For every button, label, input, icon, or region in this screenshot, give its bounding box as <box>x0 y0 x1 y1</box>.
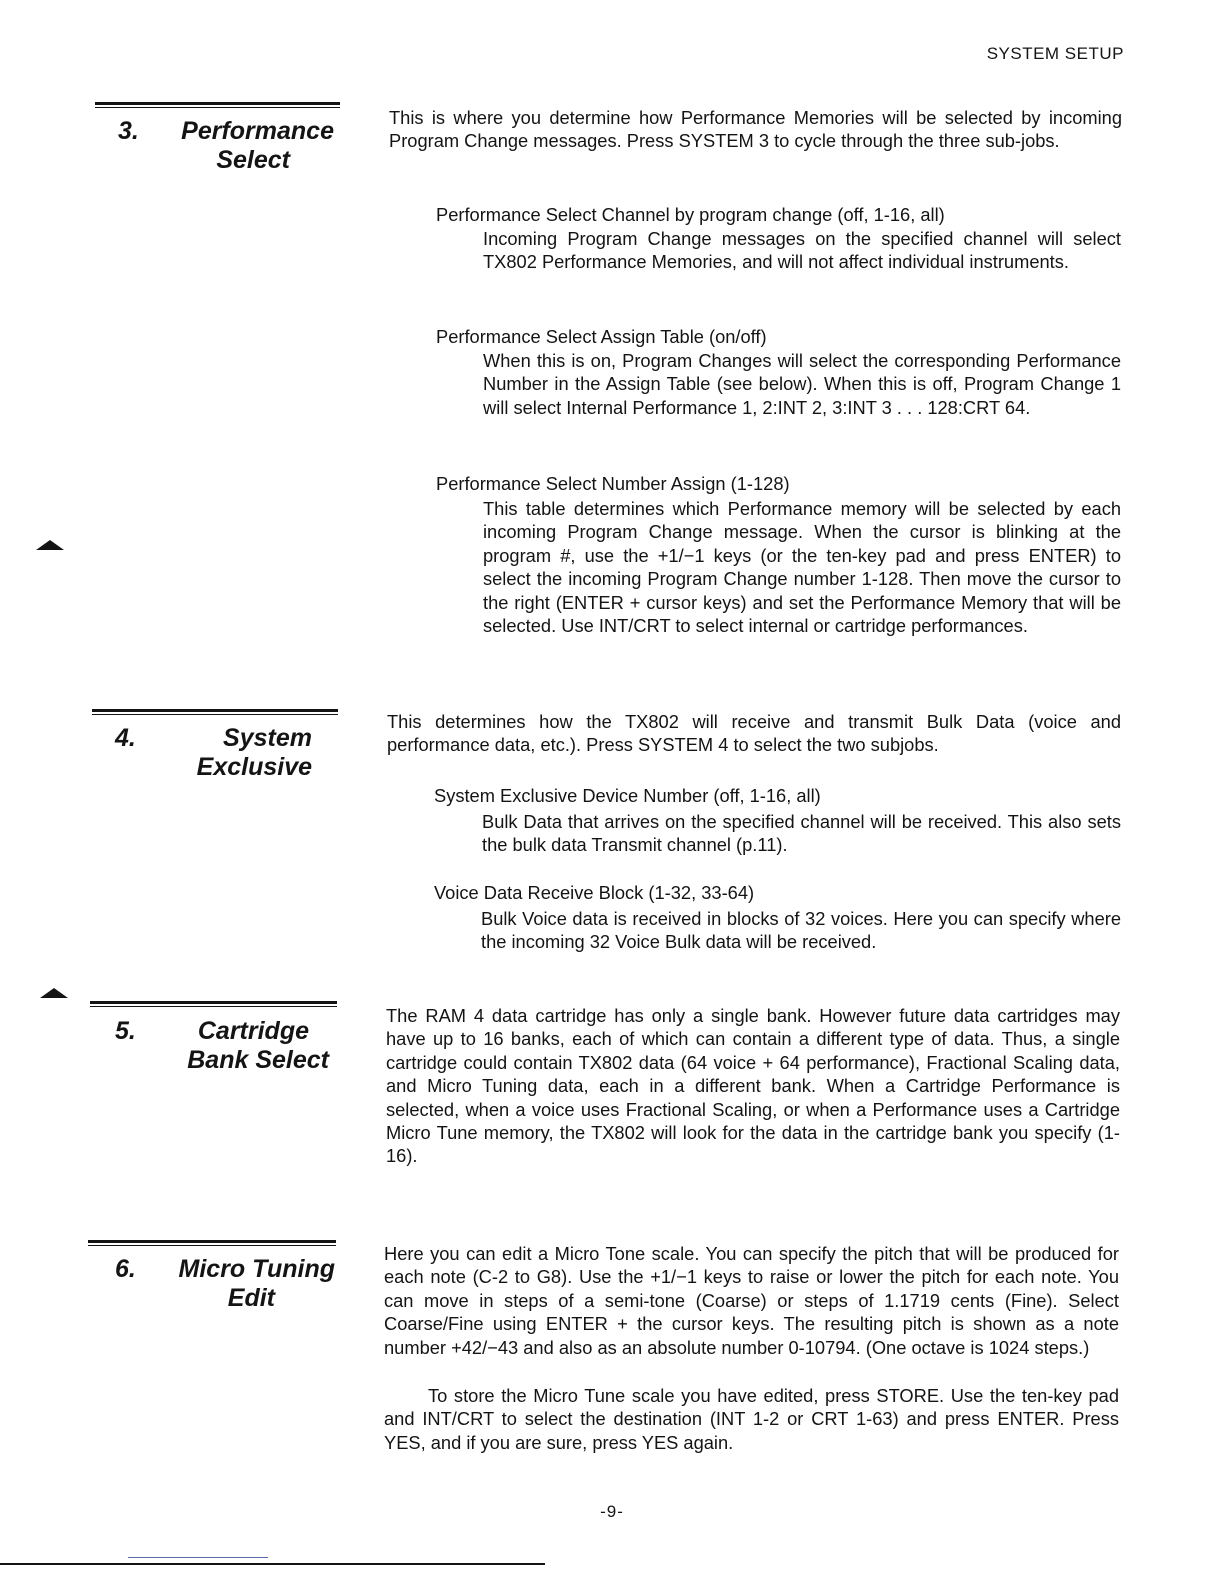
page-number: -9- <box>600 1502 624 1521</box>
bottom-edge-blue-line <box>128 1557 268 1558</box>
running-header: SYSTEM SETUP <box>986 44 1124 63</box>
section-6-store-paragraph: To store the Micro Tune scale you have edited, press STORE. Use the ten-key pad and INT/CRT to select the destination (INT 1-2 or CRT 1-63) and press ENTER. Press YES, and if you are sure, press YES again. <box>384 1385 1119 1453</box>
section-3-rule <box>95 102 340 105</box>
section-6-number: 6. <box>115 1255 136 1283</box>
section-3-subjob-3-body: This table determines which Performance memory will be selected by each incoming Program Change message. When the cursor is blinking at the program #, use the +1/−1 keys (or the ten-key pad and press ENTER) to select the incoming Program Change number 1-128. Then move the cursor to the right (ENTER + cursor keys) and set the Performance Memory that will be selected. Use INT/CRT to select internal or cartridge performances. <box>483 498 1121 637</box>
section-6-rule <box>88 1240 336 1243</box>
section-3-number: 3. <box>118 117 139 145</box>
section-3-title: Performance Select <box>181 117 334 174</box>
section-5-title: Cartridge Bank Select <box>187 1017 329 1074</box>
section-4-intro: This determines how the TX802 will receive and transmit Bulk Data (voice and performance data, etc.). Press SYSTEM 4 to select the two subjobs. <box>387 711 1121 756</box>
section-3-subjob-1-heading: Performance Select Channel by program change (off, 1-16, all) <box>436 204 945 225</box>
section-5-number: 5. <box>115 1017 136 1045</box>
section-4-title: System Exclusive <box>196 724 312 781</box>
section-3-subjob-2-body: When this is on, Program Changes will select the corresponding Performance Number in the Assign Table (see below). When this is off, Program Change 1 will select Internal Performance 1, 2:INT 2, 3:INT 3 . . . 128:CRT 64. <box>483 350 1121 418</box>
section-3-subjob-3-heading: Performance Select Number Assign (1-128) <box>436 473 790 494</box>
section-4-subjob-2-body: Bulk Voice data is received in blocks of 32 voices. Here you can specify where the incoming 32 Voice Bulk data will be received. <box>481 908 1121 953</box>
section-4-number: 4. <box>115 724 136 752</box>
section-4-rule <box>92 709 338 712</box>
section-3-subjob-2-heading: Performance Select Assign Table (on/off) <box>436 326 767 347</box>
section-4-subjob-1-body: Bulk Data that arrives on the specified channel will be received. This also sets the bulk data Transmit channel (p.11). <box>482 811 1121 856</box>
section-4-subjob-2-heading: Voice Data Receive Block (1-32, 33-64) <box>434 882 755 903</box>
section-4-subjob-1-heading: System Exclusive Device Number (off, 1-16, all) <box>434 785 821 806</box>
section-5-rule <box>90 1001 337 1004</box>
margin-marker-icon <box>40 988 68 998</box>
section-5-intro: The RAM 4 data cartridge has only a single bank. However future data cartridges may have up to 16 banks, each of which can contain a different type of data. Thus, a single cartridge could contain TX802 data (64 voice + 64 performance), Fractional Scaling data, and Micro Tuning data, each in a different bank. When a Cartridge Performance is selected, when a voice uses Fractional Scaling, or when a Performance uses a Cartridge Micro Tune memory, the TX802 will look for the data in the cartridge bank you specify (1-16). <box>386 1005 1120 1167</box>
margin-marker-icon <box>36 540 64 550</box>
section-3-subjob-1-body: Incoming Program Change messages on the specified channel will select TX802 Performance Memories, and will not affect individual instruments. <box>483 228 1121 273</box>
section-6-title: Micro Tuning Edit <box>178 1255 335 1312</box>
section-6-intro: Here you can edit a Micro Tone scale. You can specify the pitch that will be produced for each note (C-2 to G8). Use the +1/−1 keys to raise or lower the pitch for each note. You can move in steps of a semi-tone (Coarse) or steps of 1.1719 cents (Fine). Select Coarse/Fine using ENTER + the cursor keys. The resulting pitch is shown as a note number +42/−43 and also as an absolute number 0-10794. (One octave is 1024 steps.) <box>384 1243 1119 1358</box>
bottom-edge-line <box>0 1563 545 1565</box>
section-3-intro: This is where you determine how Performance Memories will be selected by incoming Program Change messages. Press SYSTEM 3 to cycle through the three sub-jobs. <box>389 107 1122 152</box>
